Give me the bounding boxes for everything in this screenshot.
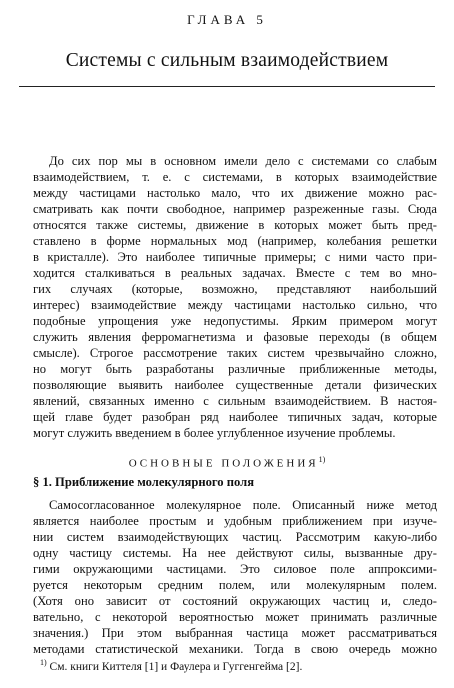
- text-line: значения.) При этом выбранная частица может рассматриваться: [33, 626, 437, 640]
- text-line: между частицами настолько мало, что их движение можно рас-: [33, 186, 437, 200]
- text-line: методами статистической механики. Тогда в свою очередь можно: [33, 642, 437, 656]
- text-line: позволяющие выявить наиболее существенные детали физических: [33, 378, 437, 392]
- text-line: но могут быть разработаны различные приближенные методы,: [33, 362, 437, 376]
- text-line: явлений, связанных именно с сильным взаимодействием. В настоя-: [33, 394, 437, 408]
- text-line: вательно, с некоторой вероятностью может принимать различные: [33, 610, 437, 624]
- text-line: могут служить введением в более углубленное изучение проблемы.: [33, 426, 396, 440]
- text-line: (Хотя оно зависит от состояний окружающих частиц и, следо-: [33, 594, 437, 608]
- section-footnote-mark: 1): [318, 455, 326, 464]
- text-line: служить явления ферромагнетизма и фазовые переходы (в общем: [33, 330, 437, 344]
- text-line: сматривать как почти свободное, например разреженные газы. Сюда: [33, 202, 437, 216]
- text-line: интерес) взаимодействие между частицами настолько сильно, что: [33, 298, 437, 312]
- text-line: щей главе будет разобран ряд наиболее типичных задач, которые: [33, 410, 437, 424]
- section-heading-text: ОСНОВНЫЕ ПОЛОЖЕНИЯ: [128, 457, 319, 470]
- text-line: относятся также системы, движение в которых может быть пред-: [33, 218, 437, 232]
- chapter-number: ГЛАВА 5: [187, 12, 267, 27]
- text-line: гими окружающими частицами. Это силовое поле аппроксими-: [33, 562, 437, 576]
- title-divider: [19, 86, 435, 87]
- text-line: Самосогласованное молекулярное поле. Описанный ниже метод: [49, 498, 437, 512]
- footnote-mark: 1): [40, 658, 47, 667]
- body-paragraph: [33, 497, 437, 657]
- section-heading: [0, 455, 454, 470]
- footnote-text: См. книги Киттеля [1] и Фаулера и Гуггенгейма [2].: [49, 660, 303, 673]
- text-line: ставлено в форме нормальных мод (например, колебания решетки: [33, 234, 437, 248]
- intro-paragraph: [33, 153, 437, 441]
- text-line: ходится сталкиваться в реальных задачах. Вместе с тем во мно-: [33, 266, 437, 280]
- text-line: До сих пор мы в основном имели дело с системами со слабым: [49, 154, 437, 168]
- footnote: [40, 658, 302, 673]
- text-line: гих случаях (которые, возможно, представляют наибольший: [33, 282, 437, 296]
- text-line: является наиболее простым и удобным приближением при изуче-: [33, 514, 437, 528]
- text-line: подобные упрощения уже недопустимы. Ярким примером могут: [33, 314, 437, 328]
- text-line: одну частицу системы. На нее действуют силы, вызванные дру-: [33, 546, 437, 560]
- subsection-heading: [33, 475, 254, 490]
- subsection-title: § 1. Приближение молекулярного поля: [33, 475, 255, 489]
- chapter-title: Системы с сильным взаимодействием: [65, 50, 389, 71]
- text-line: взаимодействием, т. е. с системами, в которых взаимодействие: [33, 170, 437, 184]
- text-line: смысле). Строгое рассмотрение таких систем чрезвычайно сложно,: [33, 346, 437, 360]
- text-line: руется некоторым средним полем, или молекулярным полем.: [33, 578, 437, 592]
- text-line: в кристалле). Это наиболее типичные примеры; с ними часто при-: [33, 250, 437, 264]
- text-line: нии систем взаимодействующих частиц. Рассмотрим какую-либо: [33, 530, 437, 544]
